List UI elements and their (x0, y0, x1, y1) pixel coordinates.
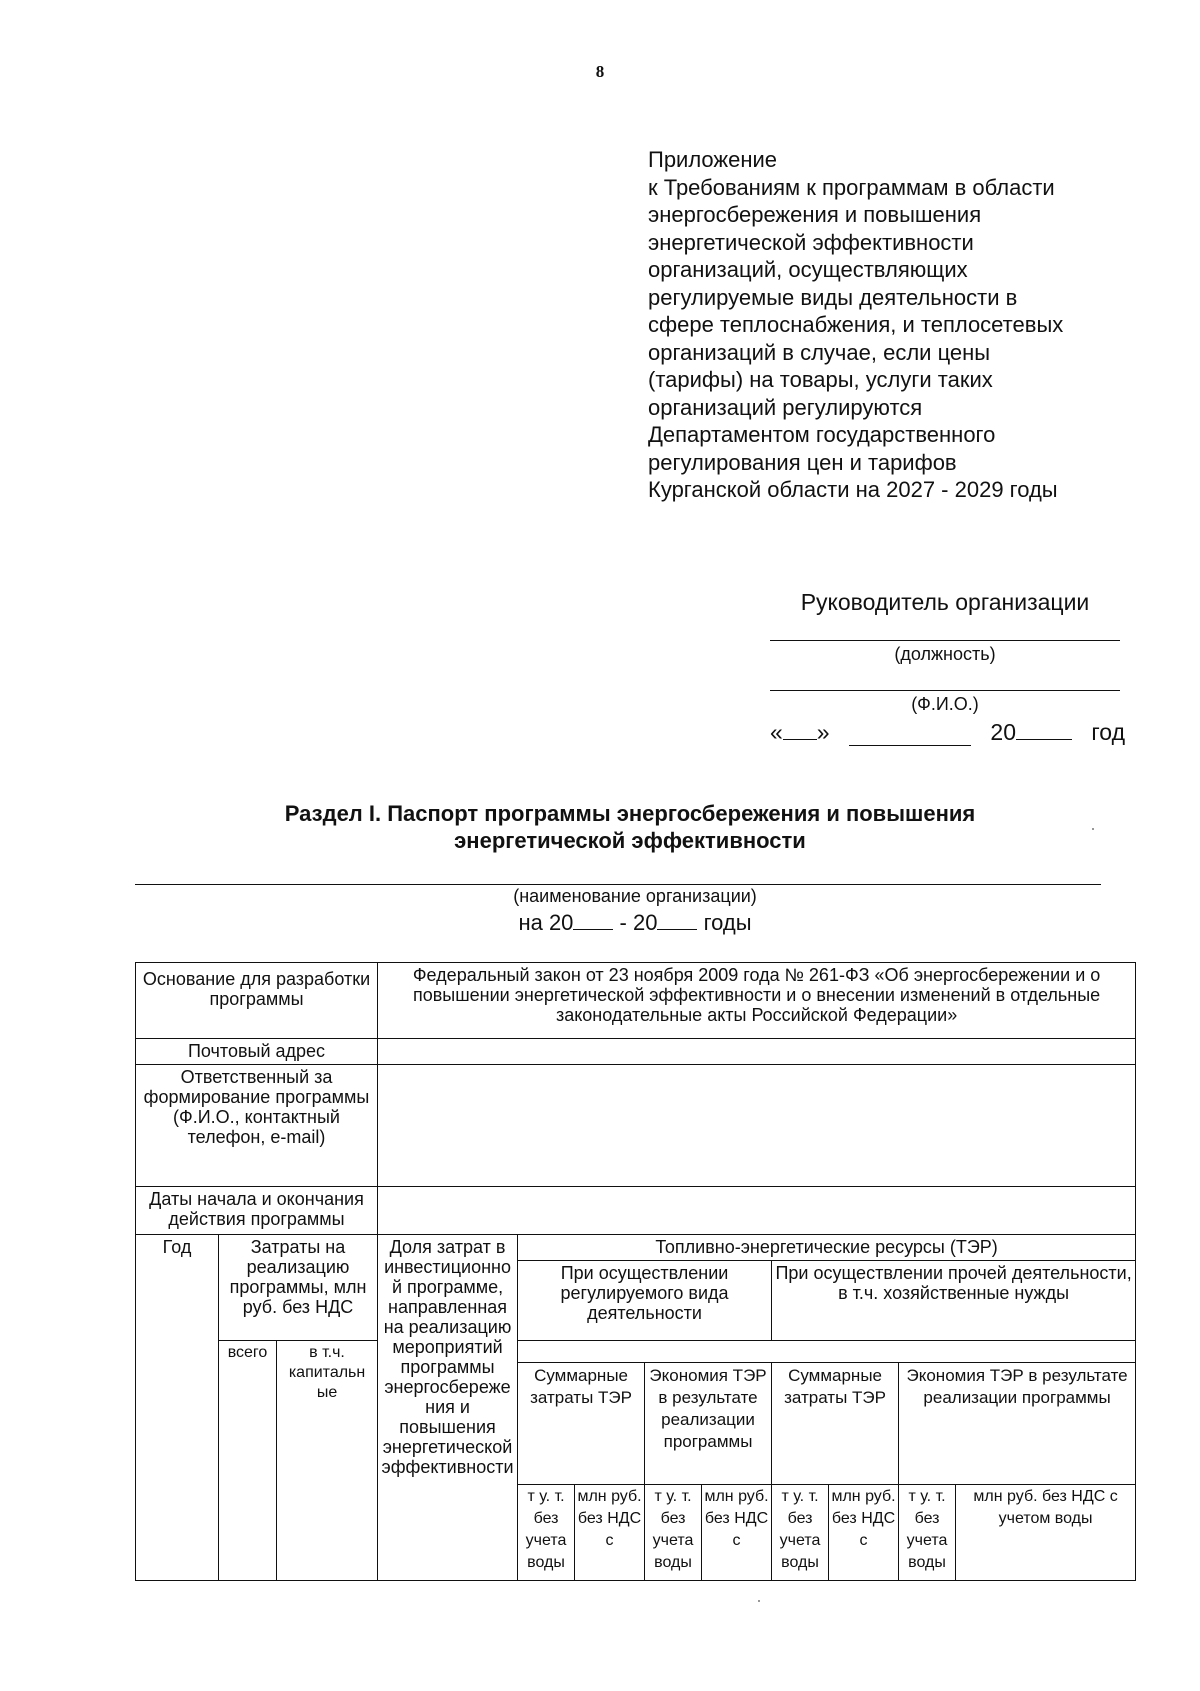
basis-label: Основание для разработки программы (136, 963, 378, 1039)
appendix-line: (тарифы) на товары, услуги таких (648, 367, 993, 392)
unit-tut-header: т у. т. без учета воды (518, 1485, 575, 1581)
organization-name-line[interactable] (135, 884, 1101, 885)
responsible-label: Ответственный за формирование программы (Ф.И.О., контактный телефон, e-mail) (136, 1065, 378, 1187)
date-close-quote: » (816, 719, 830, 745)
appendix-line: организаций в случае, если цены (648, 339, 991, 365)
position-caption: (должность) (894, 644, 996, 664)
ter-header: Топливно-энергетические ресурсы (ТЭР) (518, 1235, 1136, 1261)
postal-address-value[interactable] (378, 1039, 1136, 1065)
passport-table (135, 962, 1136, 1581)
date-year-prefix: 20 (990, 719, 1016, 745)
date-open-quote: « (770, 719, 783, 745)
years-suffix: годы (703, 910, 752, 935)
appendix-line: Приложение (648, 147, 778, 172)
year-end-line[interactable] (657, 911, 697, 930)
appendix-line: Департаментом государственного (648, 422, 996, 447)
program-dates-value[interactable] (378, 1187, 1136, 1235)
scan-speck (758, 1600, 760, 1602)
appendix-block (648, 146, 1118, 504)
postal-address-label: Почтовый адрес (136, 1039, 378, 1065)
appendix-line: к Требованиям к программам в области (648, 174, 1055, 200)
appendix-line: регулирования цен и тарифов (648, 449, 957, 475)
approval-head: Руководитель организации (800, 589, 1090, 615)
page-number: 8 (595, 62, 605, 81)
other-activity-header: При осуществлении прочей деятельности, в т.ч. хозяйственные нужды (772, 1261, 1136, 1341)
unit-tut-header: т у. т. без учета воды (772, 1485, 829, 1581)
name-caption: (Ф.И.О.) (911, 694, 979, 714)
section-title (130, 800, 1130, 854)
total-ter-regulated-header: Суммарные затраты ТЭР (518, 1363, 645, 1485)
year-start-line[interactable] (573, 911, 613, 930)
unit-tut-header: т у. т. без учета воды (899, 1485, 956, 1581)
organization-caption: (наименование организации) (513, 886, 757, 906)
total-ter-other-header: Суммарные затраты ТЭР (772, 1363, 899, 1485)
costs-capital-header: в т.ч. капитальн ые (277, 1341, 378, 1581)
unit-tut-header: т у. т. без учета воды (645, 1485, 702, 1581)
share-header: Доля затрат в инвестиционно й программе, направленная на реализацию мероприятий программы энергосбереже ния и повышения энергетической эффективности (378, 1235, 518, 1581)
appendix-line: сфере теплоснабжения, и теплосетевых (648, 312, 1064, 337)
costs-total-header: всего (219, 1341, 277, 1581)
ter-subheader-spacer (518, 1341, 1136, 1363)
appendix-line: энергосбережения и повышения (648, 202, 982, 227)
unit-rub-water-header: млн руб. без НДС с учетом воды (956, 1485, 1136, 1581)
approval-date-row (770, 718, 1125, 746)
section-title-line: Раздел I. Паспорт программы энергосбережения и повышения (284, 801, 976, 826)
regulated-activity-header: При осуществлении регулируемого вида деятельности (518, 1261, 772, 1341)
appendix-line: организаций регулируются (648, 394, 923, 420)
appendix-line: организаций, осуществляющих (648, 257, 968, 282)
name-signature-line[interactable] (770, 690, 1120, 691)
position-signature-line[interactable] (770, 640, 1120, 641)
unit-rub-header: млн руб. без НДС с (829, 1485, 899, 1581)
date-year-line[interactable] (1016, 719, 1072, 740)
appendix-line: регулируемые виды деятельности в (648, 284, 1018, 310)
unit-rub-header: млн руб. без НДС с (702, 1485, 772, 1581)
appendix-line: энергетической эффективности (648, 229, 974, 255)
date-month-line[interactable] (849, 725, 971, 746)
years-prefix: на 20 (518, 910, 574, 935)
years-dash: - 20 (619, 910, 658, 935)
basis-value: Федеральный закон от 23 ноября 2009 года № 261-ФЗ «Об энергосбережении и о повышении энергетической эффективности и о внесении изменений в отдельные законодательные акты Российской Федерации» (378, 963, 1136, 1039)
appendix-line: Курганской области на 2027 - 2029 годы (648, 477, 1058, 502)
responsible-value[interactable] (378, 1065, 1136, 1187)
savings-ter-regulated-header: Экономия ТЭР в результате реализации программы (645, 1363, 772, 1485)
costs-header: Затраты на реализацию программы, млн руб. без НДС (219, 1235, 378, 1341)
section-title-line: энергетической эффективности (454, 828, 806, 853)
date-year-suffix: год (1091, 719, 1125, 745)
date-day-line[interactable] (783, 719, 817, 740)
scan-speck (1092, 828, 1094, 830)
savings-ter-other-header: Экономия ТЭР в результате реализации программы (899, 1363, 1136, 1485)
unit-rub-header: млн руб. без НДС с (575, 1485, 645, 1581)
program-dates-label: Даты начала и окончания действия программы (136, 1187, 378, 1235)
year-column-header: Год (136, 1235, 219, 1581)
program-years-line (135, 910, 1135, 936)
